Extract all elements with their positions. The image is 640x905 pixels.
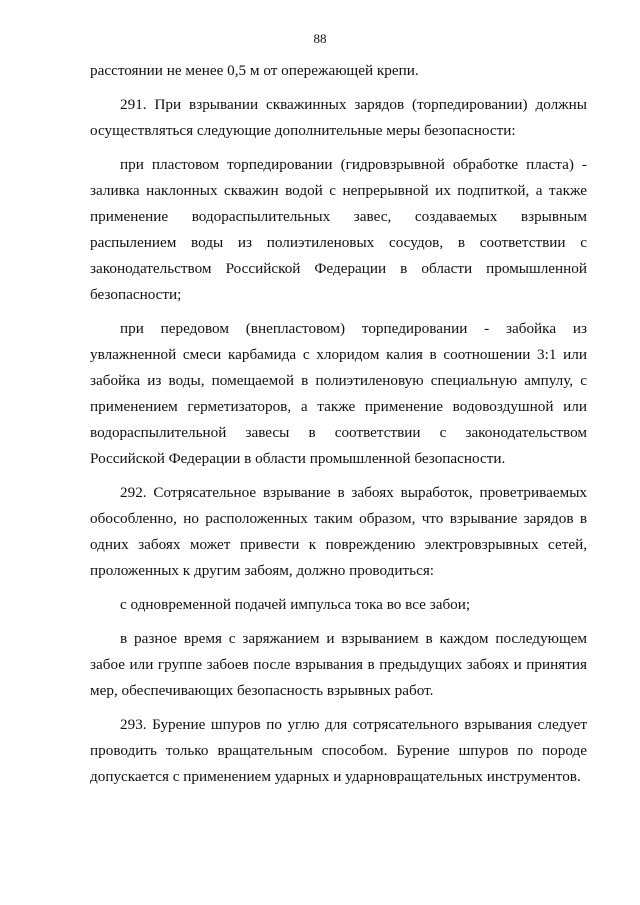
paragraph-293: 293. Бурение шпуров по углю для сотрясательного взрывания следует проводить только вращательным способом. Бурение шпуров по породе допускается с применением ударных и ударновращательных инструментов.: [90, 716, 587, 785]
paragraph-seam-torpedoing: при пластовом торпедировании (гидровзрывной обработке пласта) - заливка наклонных скважин водой с непрерывной их подпиткой, а также применение водораспылительных завес, создаваемых взрывным распылением воды из полиэтиленовых сосудов, в соответствии с законодательством Российской Федерации в области промышленной безопасности;: [90, 156, 587, 303]
page-number: 88: [313, 31, 327, 46]
paragraph-292: 292. Сотрясательное взрывание в забоях выработок, проветриваемых обособленно, но расположенных таким образом, что взрывание зарядов в одних забоях может привести к повреждению электровзрывных сетей, проложенных к другим забоям, должно проводиться:: [90, 484, 587, 579]
paragraph-different-time: в разное время с заряжанием и взрыванием в каждом последующем забое или группе забоев после взрывания в предыдущих забоях и принятия мер, обеспечивающих безопасность взрывных работ.: [90, 630, 587, 699]
paragraph-291: 291. При взрывании скважинных зарядов (торпедировании) должны осуществляться следующие дополнительные меры безопасности:: [90, 96, 587, 139]
paragraph-advance-torpedoing: при передовом (внепластовом) торпедировании - забойка из увлажненной смеси карбамида с хлоридом калия в соотношении 3:1 или забойка из воды, помещаемой в полиэтиленовую специальную ампулу, с применением герметизаторов, а также применение водовоздушной или водораспылительной завесы в соответствии с законодательством Российской Федерации в области промышленной безопасности.: [90, 320, 587, 467]
paragraph-continuation: расстоянии не менее 0,5 м от опережающей крепи.: [90, 62, 419, 79]
paragraph-simultaneous-pulse: с одновременной подачей импульса тока во все забои;: [120, 596, 471, 613]
document-body: [90, 58, 587, 790]
